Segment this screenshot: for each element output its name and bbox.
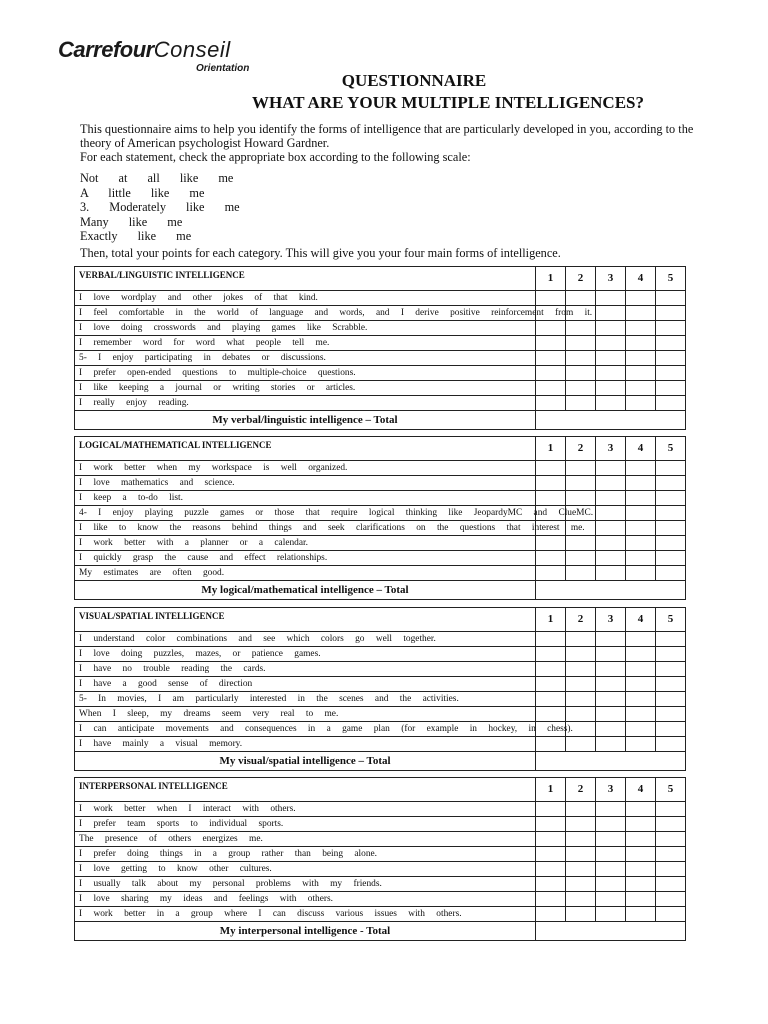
statement-row	[75, 802, 686, 817]
score-box-5[interactable]	[656, 662, 686, 677]
score-box-1[interactable]	[536, 817, 566, 832]
statement-text: I love doing puzzles, mazes, or patience games.	[75, 647, 536, 662]
score-box-1[interactable]	[536, 832, 566, 847]
score-column-header: 1	[536, 778, 566, 802]
score-box-4[interactable]	[626, 737, 656, 752]
score-column-header: 5	[656, 608, 686, 632]
score-box-5[interactable]	[656, 491, 686, 506]
score-box-4[interactable]	[626, 907, 656, 922]
score-box-4[interactable]	[626, 662, 656, 677]
scale-item: Not at all like me	[80, 171, 234, 185]
score-box-2[interactable]	[566, 551, 596, 566]
score-box-3[interactable]	[596, 817, 626, 832]
score-box-1[interactable]	[536, 802, 566, 817]
section-title: INTERPERSONAL INTELLIGENCE	[75, 778, 536, 802]
score-box-3[interactable]	[596, 862, 626, 877]
score-column-header: 3	[596, 608, 626, 632]
statement-row	[75, 707, 686, 722]
statement-text: I work better when my workspace is well organized.	[75, 461, 536, 476]
score-box-3[interactable]	[596, 737, 626, 752]
score-box-4[interactable]	[626, 847, 656, 862]
score-box-2[interactable]	[566, 491, 596, 506]
statement-text: I have no trouble reading the cards.	[75, 662, 536, 677]
score-box-5[interactable]	[656, 506, 686, 521]
score-box-1[interactable]	[536, 551, 566, 566]
statement-text: I have mainly a visual memory.	[75, 737, 536, 752]
statement-text: I work better in a group where I can discuss various issues with others.	[75, 907, 536, 922]
statement-text: I love mathematics and science.	[75, 476, 536, 491]
statement-row	[75, 351, 686, 366]
scale-item: A little like me	[80, 185, 205, 200]
statement-text: My estimates are often good.	[75, 566, 536, 581]
score-column-header: 2	[566, 437, 596, 461]
score-box-4[interactable]	[626, 647, 656, 662]
score-box-3[interactable]	[596, 647, 626, 662]
statement-row	[75, 321, 686, 336]
score-box-2[interactable]	[566, 832, 596, 847]
statement-row	[75, 677, 686, 692]
score-box-2[interactable]	[566, 647, 596, 662]
statement-text: I usually talk about my personal problems with my friends.	[75, 877, 536, 892]
statement-row	[75, 306, 686, 321]
score-box-5[interactable]	[656, 802, 686, 817]
statement-row	[75, 291, 686, 306]
section-title: LOGICAL/MATHEMATICAL INTELLIGENCE	[75, 437, 536, 461]
statement-row	[75, 737, 686, 752]
statement-row	[75, 491, 686, 506]
score-box-1[interactable]	[536, 461, 566, 476]
score-box-1[interactable]	[536, 692, 566, 707]
statement-row	[75, 892, 686, 907]
page-title: QUESTIONNAIRE	[341, 71, 487, 90]
score-box-4[interactable]	[626, 306, 656, 321]
score-column-header: 1	[536, 608, 566, 632]
statement-text: I work better when I interact with others.	[75, 802, 536, 817]
score-box-1[interactable]	[536, 847, 566, 862]
score-box-4[interactable]	[626, 677, 656, 692]
statement-text: I feel comfortable in the world of language and words, and I derive positive reinforcement from it.	[75, 306, 536, 321]
statement-row	[75, 632, 686, 647]
score-box-3[interactable]	[596, 566, 626, 581]
score-box-4[interactable]	[626, 366, 656, 381]
statement-row	[75, 877, 686, 892]
score-column-header: 1	[536, 267, 566, 291]
score-box-1[interactable]	[536, 662, 566, 677]
statement-row	[75, 907, 686, 922]
score-column-header: 4	[626, 267, 656, 291]
score-box-5[interactable]	[656, 692, 686, 707]
score-box-2[interactable]	[566, 351, 596, 366]
score-box-4[interactable]	[626, 862, 656, 877]
score-box-5[interactable]	[656, 366, 686, 381]
score-box-1[interactable]	[536, 677, 566, 692]
score-box-2[interactable]	[566, 536, 596, 551]
intro-paragraph: This questionnaire aims to help you identify the forms of intelligence that are particularly developed in you, according to the theory of American psychologist Howard Gardner.	[80, 122, 694, 150]
score-box-2[interactable]	[566, 461, 596, 476]
statement-text: I prefer open-ended questions to multiple-choice questions.	[75, 366, 536, 381]
score-box-4[interactable]	[626, 321, 656, 336]
score-column-header: 3	[596, 267, 626, 291]
statement-text: 5- In movies, I am particularly interested in the scenes and the activities.	[75, 692, 536, 707]
statement-text: I love wordplay and other jokes of that kind.	[75, 291, 536, 306]
score-box-5[interactable]	[656, 306, 686, 321]
statement-row	[75, 722, 686, 737]
score-box-3[interactable]	[596, 551, 626, 566]
logo-brand-a: Carrefour	[58, 37, 154, 62]
score-box-1[interactable]	[536, 381, 566, 396]
score-box-4[interactable]	[626, 381, 656, 396]
section-total-label: My interpersonal intelligence - Total	[75, 922, 536, 941]
score-box-2[interactable]	[566, 817, 596, 832]
statement-text: When I sleep, my dreams seem very real to me.	[75, 707, 536, 722]
statement-row	[75, 461, 686, 476]
score-box-2[interactable]	[566, 396, 596, 411]
score-box-5[interactable]	[656, 351, 686, 366]
score-box-5[interactable]	[656, 707, 686, 722]
score-box-5[interactable]	[656, 647, 686, 662]
statement-row	[75, 847, 686, 862]
score-box-2[interactable]	[566, 476, 596, 491]
score-box-5[interactable]	[656, 551, 686, 566]
score-column-header: 1	[536, 437, 566, 461]
score-box-3[interactable]	[596, 476, 626, 491]
score-box-3[interactable]	[596, 802, 626, 817]
score-box-3[interactable]	[596, 907, 626, 922]
intro	[80, 122, 705, 164]
score-box-5[interactable]	[656, 566, 686, 581]
statement-row	[75, 336, 686, 351]
score-box-4[interactable]	[626, 722, 656, 737]
score-box-4[interactable]	[626, 461, 656, 476]
score-box-1[interactable]	[536, 892, 566, 907]
score-box-3[interactable]	[596, 461, 626, 476]
score-box-4[interactable]	[626, 566, 656, 581]
score-column-header: 4	[626, 437, 656, 461]
score-box-2[interactable]	[566, 862, 596, 877]
statement-text: 4- I enjoy playing puzzle games or those that require logical thinking like JeopardyMC and ClueMC.	[75, 506, 536, 521]
score-box-2[interactable]	[566, 877, 596, 892]
score-box-5[interactable]	[656, 862, 686, 877]
score-box-1[interactable]	[536, 707, 566, 722]
score-box-4[interactable]	[626, 817, 656, 832]
score-box-5[interactable]	[656, 381, 686, 396]
score-box-5[interactable]	[656, 632, 686, 647]
section-total-box[interactable]	[536, 922, 686, 941]
score-box-2[interactable]	[566, 907, 596, 922]
score-box-5[interactable]	[656, 336, 686, 351]
score-box-5[interactable]	[656, 877, 686, 892]
score-box-5[interactable]	[656, 892, 686, 907]
score-column-header: 5	[656, 437, 686, 461]
intro-instruction: For each statement, check the appropriate box according to the following scale:	[80, 150, 471, 164]
section-total-box[interactable]	[536, 581, 686, 600]
score-box-5[interactable]	[656, 907, 686, 922]
statement-text: I love getting to know other cultures.	[75, 862, 536, 877]
score-box-1[interactable]	[536, 737, 566, 752]
score-box-3[interactable]	[596, 536, 626, 551]
statement-row	[75, 551, 686, 566]
score-box-5[interactable]	[656, 722, 686, 737]
logo-tagline: Orientation	[196, 63, 250, 74]
score-box-3[interactable]	[596, 707, 626, 722]
statement-text: I love sharing my ideas and feelings with others.	[75, 892, 536, 907]
score-box-1[interactable]	[536, 877, 566, 892]
score-box-4[interactable]	[626, 396, 656, 411]
score-box-3[interactable]	[596, 351, 626, 366]
score-box-2[interactable]	[566, 662, 596, 677]
score-box-5[interactable]	[656, 677, 686, 692]
score-box-4[interactable]	[626, 351, 656, 366]
score-box-1[interactable]	[536, 351, 566, 366]
score-box-4[interactable]	[626, 521, 656, 536]
score-box-2[interactable]	[566, 632, 596, 647]
score-box-4[interactable]	[626, 692, 656, 707]
score-box-2[interactable]	[566, 321, 596, 336]
score-box-1[interactable]	[536, 396, 566, 411]
score-column-header: 4	[626, 608, 656, 632]
statement-text: I quickly grasp the cause and effect relationships.	[75, 551, 536, 566]
score-box-3[interactable]	[596, 306, 626, 321]
score-box-2[interactable]	[566, 381, 596, 396]
score-box-2[interactable]	[566, 847, 596, 862]
score-box-2[interactable]	[566, 737, 596, 752]
score-box-5[interactable]	[656, 737, 686, 752]
score-box-3[interactable]	[596, 632, 626, 647]
score-box-4[interactable]	[626, 832, 656, 847]
score-box-3[interactable]	[596, 381, 626, 396]
statement-row	[75, 381, 686, 396]
score-box-5[interactable]	[656, 847, 686, 862]
score-box-3[interactable]	[596, 491, 626, 506]
score-box-3[interactable]	[596, 291, 626, 306]
statement-text: I love doing crosswords and playing games like Scrabble.	[75, 321, 536, 336]
score-box-5[interactable]	[656, 476, 686, 491]
section-title: VISUAL/SPATIAL INTELLIGENCE	[75, 608, 536, 632]
score-column-header: 3	[596, 437, 626, 461]
logo-brand-b: Conseil	[153, 37, 231, 62]
statement-row	[75, 832, 686, 847]
score-box-3[interactable]	[596, 677, 626, 692]
section-table	[74, 436, 686, 600]
score-box-2[interactable]	[566, 802, 596, 817]
score-box-1[interactable]	[536, 321, 566, 336]
statement-row	[75, 396, 686, 411]
score-box-1[interactable]	[536, 907, 566, 922]
score-box-3[interactable]	[596, 892, 626, 907]
score-box-3[interactable]	[596, 832, 626, 847]
statement-text: I prefer doing things in a group rather than being alone.	[75, 847, 536, 862]
score-box-3[interactable]	[596, 336, 626, 351]
score-box-1[interactable]	[536, 336, 566, 351]
score-box-4[interactable]	[626, 877, 656, 892]
score-box-4[interactable]	[626, 802, 656, 817]
score-box-5[interactable]	[656, 521, 686, 536]
statement-text: I work better with a planner or a calendar.	[75, 536, 536, 551]
score-box-3[interactable]	[596, 877, 626, 892]
rating-scale	[80, 171, 240, 244]
score-box-2[interactable]	[566, 291, 596, 306]
statement-row	[75, 521, 686, 536]
statement-text: I like to know the reasons behind things and seek clarifications on the questions that interest me.	[75, 521, 536, 536]
page-subtitle: WHAT ARE YOUR MULTIPLE INTELLIGENCES?	[251, 93, 645, 112]
score-column-header: 4	[626, 778, 656, 802]
score-box-1[interactable]	[536, 536, 566, 551]
statement-text: I really enjoy reading.	[75, 396, 536, 411]
statement-text: I remember word for word what people tell me.	[75, 336, 536, 351]
score-box-1[interactable]	[536, 291, 566, 306]
section-total-label: My logical/mathematical intelligence – Total	[75, 581, 536, 600]
score-box-5[interactable]	[656, 396, 686, 411]
score-box-1[interactable]	[536, 491, 566, 506]
score-column-header: 2	[566, 778, 596, 802]
score-column-header: 5	[656, 778, 686, 802]
score-box-3[interactable]	[596, 847, 626, 862]
score-box-4[interactable]	[626, 892, 656, 907]
score-box-3[interactable]	[596, 521, 626, 536]
score-box-4[interactable]	[626, 506, 656, 521]
score-box-1[interactable]	[536, 862, 566, 877]
statement-row	[75, 862, 686, 877]
score-column-header: 2	[566, 267, 596, 291]
score-box-4[interactable]	[626, 476, 656, 491]
score-column-header: 3	[596, 778, 626, 802]
score-box-3[interactable]	[596, 662, 626, 677]
statement-row	[75, 366, 686, 381]
statement-row	[75, 647, 686, 662]
statement-row	[75, 692, 686, 707]
statement-row	[75, 536, 686, 551]
score-column-header: 5	[656, 267, 686, 291]
statement-row	[75, 476, 686, 491]
score-box-2[interactable]	[566, 707, 596, 722]
section-table	[74, 777, 686, 941]
score-box-5[interactable]	[656, 461, 686, 476]
statement-row	[75, 506, 686, 521]
scale-item: Many like me	[80, 214, 183, 229]
statement-text: 5- I enjoy participating in debates or discussions.	[75, 351, 536, 366]
section-total-label: My verbal/linguistic intelligence – Total	[75, 411, 536, 430]
section-table	[74, 266, 686, 430]
score-box-5[interactable]	[656, 817, 686, 832]
score-box-5[interactable]	[656, 832, 686, 847]
score-box-1[interactable]	[536, 647, 566, 662]
score-box-1[interactable]	[536, 632, 566, 647]
score-box-4[interactable]	[626, 491, 656, 506]
score-box-1[interactable]	[536, 366, 566, 381]
logo	[58, 39, 249, 74]
score-box-2[interactable]	[566, 366, 596, 381]
section-total-label: My visual/spatial intelligence – Total	[75, 752, 536, 771]
score-box-4[interactable]	[626, 632, 656, 647]
statement-text: I keep a to-do list.	[75, 491, 536, 506]
score-box-4[interactable]	[626, 551, 656, 566]
statement-text: I like keeping a journal or writing stories or articles.	[75, 381, 536, 396]
score-box-2[interactable]	[566, 336, 596, 351]
score-box-3[interactable]	[596, 722, 626, 737]
score-box-4[interactable]	[626, 336, 656, 351]
total-instruction: Then, total your points for each category. This will give you your four main forms of intelligence.	[80, 246, 561, 260]
score-box-3[interactable]	[596, 692, 626, 707]
scale-item: 3. Moderately like me	[80, 200, 240, 214]
score-column-header: 2	[566, 608, 596, 632]
score-box-5[interactable]	[656, 321, 686, 336]
score-box-5[interactable]	[656, 291, 686, 306]
score-box-5[interactable]	[656, 536, 686, 551]
statement-text: I prefer team sports to individual sports.	[75, 817, 536, 832]
statement-row	[75, 662, 686, 677]
score-box-2[interactable]	[566, 566, 596, 581]
statement-row	[75, 817, 686, 832]
scale-item: Exactly like me	[80, 229, 192, 243]
score-box-3[interactable]	[596, 366, 626, 381]
statement-text: I have a good sense of direction	[75, 677, 536, 692]
statement-row	[75, 566, 686, 581]
score-box-3[interactable]	[596, 321, 626, 336]
section-total-box[interactable]	[536, 752, 686, 771]
score-box-4[interactable]	[626, 291, 656, 306]
score-box-1[interactable]	[536, 476, 566, 491]
score-box-1[interactable]	[536, 566, 566, 581]
score-box-2[interactable]	[566, 692, 596, 707]
score-box-2[interactable]	[566, 892, 596, 907]
section-table	[74, 607, 686, 771]
score-box-3[interactable]	[596, 506, 626, 521]
statement-text: The presence of others energizes me.	[75, 832, 536, 847]
section-total-box[interactable]	[536, 411, 686, 430]
section-title: VERBAL/LINGUISTIC INTELLIGENCE	[75, 267, 536, 291]
statement-text: I understand color combinations and see which colors go well together.	[75, 632, 536, 647]
score-box-3[interactable]	[596, 396, 626, 411]
score-box-4[interactable]	[626, 707, 656, 722]
statement-text: I can anticipate movements and consequences in a game plan (for example in hockey, in chess).	[75, 722, 536, 737]
score-box-2[interactable]	[566, 677, 596, 692]
score-box-4[interactable]	[626, 536, 656, 551]
